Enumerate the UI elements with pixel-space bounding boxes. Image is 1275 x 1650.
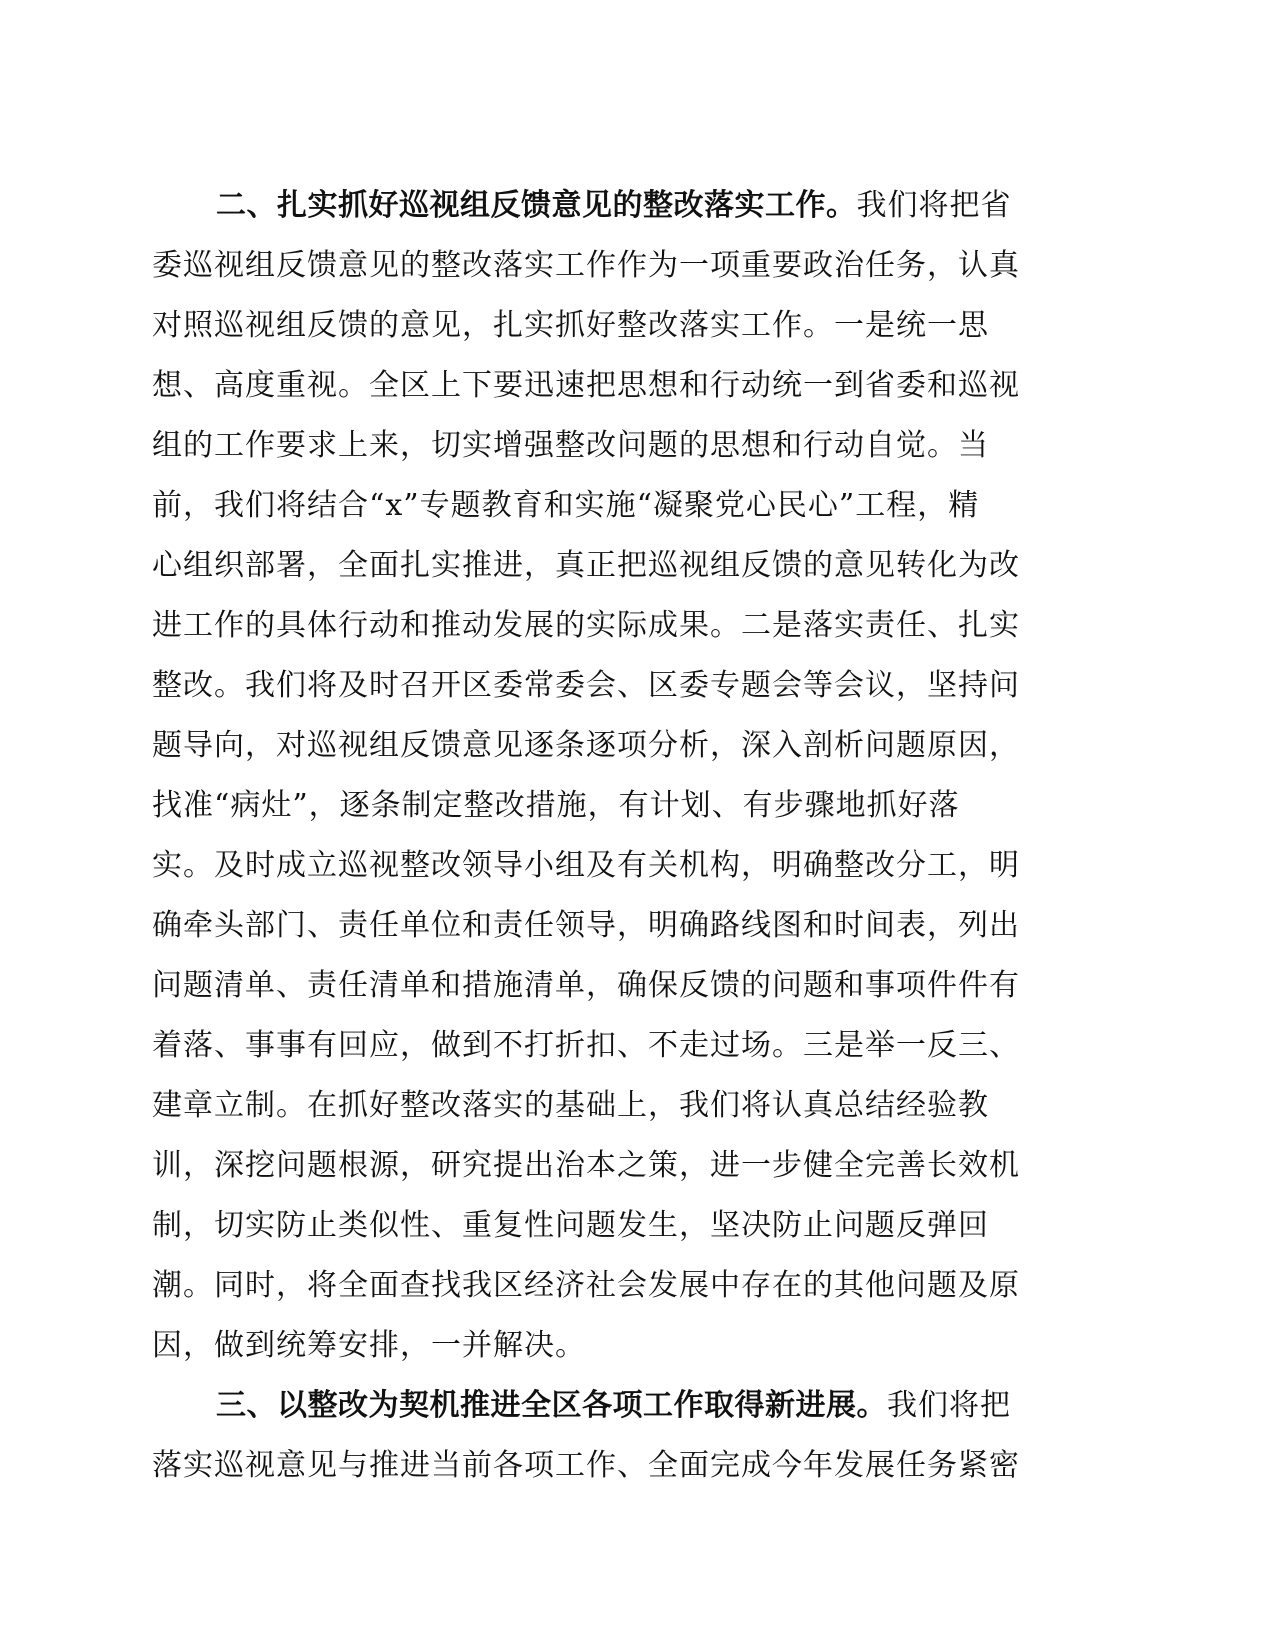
paragraph-line: 心组织部署，全面扎实推进，真正把巡视组反馈的意见转化为改 <box>152 548 1020 583</box>
paragraph-line: 想、高度重视。全区上下要迅速把思想和行动统一到省委和巡视 <box>152 368 1020 403</box>
paragraph-line: 着落、事事有回应，做到不打折扣、不走过场。三是举一反三、 <box>152 1028 1020 1063</box>
section-heading-3: 三、以整改为契机推进全区各项工作取得新进展。 <box>216 1388 887 1423</box>
paragraph-line: 因，做到统筹安排，一并解决。 <box>152 1328 586 1363</box>
paragraph-line: 题导向，对巡视组反馈意见逐条逐项分析，深入剖析问题原因， <box>152 728 1020 763</box>
paragraph-line: 组的工作要求上来，切实增强整改问题的思想和行动自觉。当 <box>152 428 989 463</box>
line-text: 我们将把 <box>887 1388 1011 1423</box>
section-heading-2: 二、扎实抓好巡视组反馈意见的整改落实工作。 <box>216 188 857 223</box>
paragraph-line: 确牵头部门、责任单位和责任领导，明确路线图和时间表，列出 <box>152 908 1020 943</box>
paragraph-line: 制，切实防止类似性、重复性问题发生，坚决防止问题反弹回 <box>152 1208 989 1243</box>
document-body <box>152 176 1092 1496</box>
paragraph-line: 委巡视组反馈意见的整改落实工作作为一项重要政治任务，认真 <box>152 248 1020 283</box>
line-text: 我们将把省 <box>856 188 1012 223</box>
paragraph-line <box>152 176 1092 236</box>
paragraph-line: 建章立制。在抓好整改落实的基础上，我们将认真总结经验教 <box>152 1088 989 1123</box>
paragraph-line: 问题清单、责任清单和措施清单，确保反馈的问题和事项件件有 <box>152 968 1020 1003</box>
paragraph-line: 潮。同时，将全面查找我区经济社会发展中存在的其他问题及原 <box>152 1268 1020 1303</box>
paragraph-line: 落实巡视意见与推进当前各项工作、全面完成今年发展任务紧密 <box>152 1448 1020 1483</box>
paragraph-line: 前，我们将结合“x”专题教育和实施“凝聚党心民心”工程，精 <box>152 488 980 523</box>
paragraph-line: 整改。我们将及时召开区委常委会、区委专题会等会议，坚持问 <box>152 668 1020 703</box>
paragraph-line <box>152 1376 1092 1436</box>
paragraph-line: 进工作的具体行动和推动发展的实际成果。二是落实责任、扎实 <box>152 608 1020 643</box>
paragraph-line: 对照巡视组反馈的意见，扎实抓好整改落实工作。一是统一思 <box>152 308 989 343</box>
paragraph-line: 实。及时成立巡视整改领导小组及有关机构，明确整改分工，明 <box>152 848 1020 883</box>
paragraph-line: 找准“病灶”，逐条制定整改措施，有计划、有步骤地抓好落 <box>152 788 960 823</box>
paragraph-line: 训，深挖问题根源，研究提出治本之策，进一步健全完善长效机 <box>152 1148 1020 1183</box>
